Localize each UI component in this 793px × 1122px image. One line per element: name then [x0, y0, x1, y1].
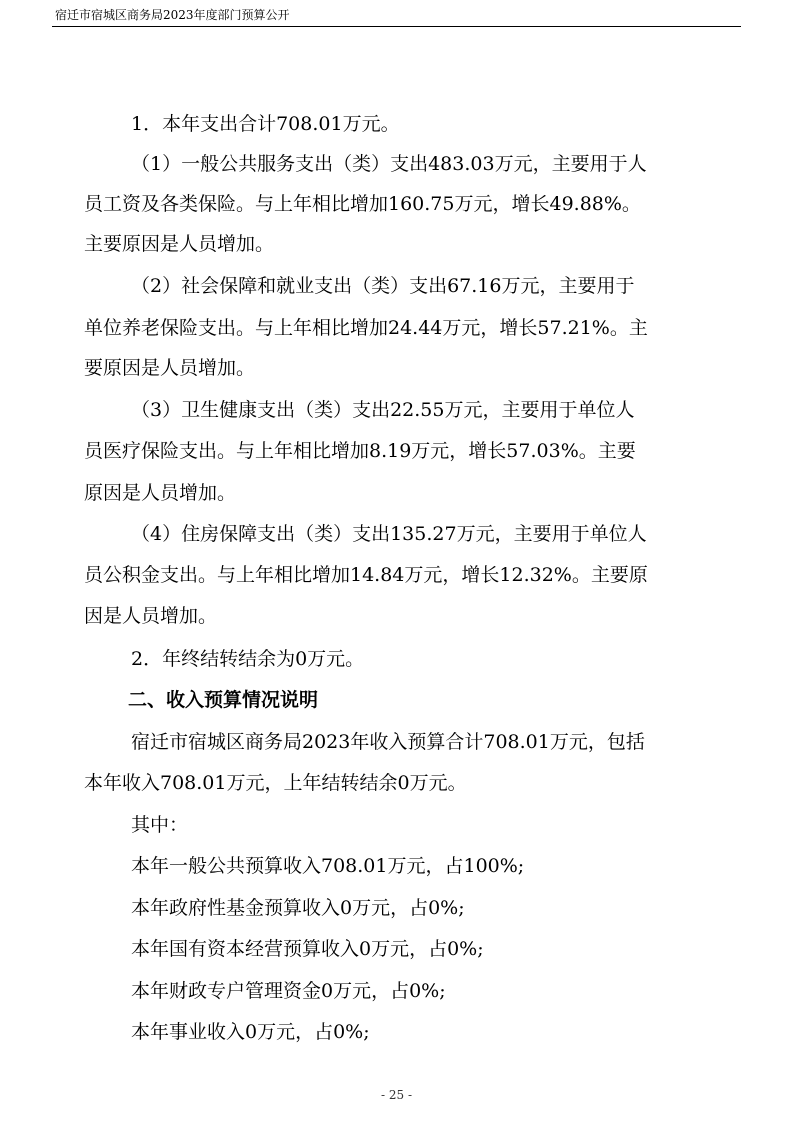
income-breakdown-intro: 其中： [131, 814, 189, 836]
expense-item-4-line-3: 因是人员增加。 [84, 605, 218, 627]
income-total-line-2: 本年收入708.01万元，上年结转结余0万元。 [84, 772, 467, 794]
expense-item-2-line-3: 要原因是人员增加。 [84, 357, 256, 379]
expense-item-2-line-1: （2）社会保障和就业支出（类）支出67.16万元，主要用于 [131, 275, 635, 297]
expense-item-1-line-2: 员工资及各类保险。与上年相比增加160.75万元，增长49.88%。 [84, 193, 641, 215]
carryover-balance: 2．年终结转结余为0万元。 [131, 648, 365, 670]
income-government-fund: 本年政府性基金预算收入0万元，占0%; [131, 897, 465, 919]
expense-item-4-line-1: （4）住房保障支出（类）支出135.27万元，主要用于单位人 [131, 523, 647, 545]
expense-item-3-line-3: 原因是人员增加。 [84, 482, 237, 504]
income-total-line-1: 宿迁市宿城区商务局2023年收入预算合计708.01万元，包括 [131, 731, 645, 753]
income-business: 本年事业收入0万元，占0%; [131, 1021, 370, 1043]
expense-item-1-line-3: 主要原因是人员增加。 [84, 233, 275, 255]
header-divider [52, 26, 741, 27]
expense-item-2-line-2: 单位养老保险支出。与上年相比增加24.44万元，增长57.21%。主 [84, 317, 648, 339]
document-header: 宿迁市宿城区商务局2023年度部门预算公开 [55, 8, 290, 22]
income-general-budget: 本年一般公共预算收入708.01万元，占100%; [131, 855, 525, 877]
section-heading: 二、收入预算情况说明 [128, 689, 319, 711]
page-number: - 25 - [380, 1088, 412, 1102]
expense-total: 1．本年支出合计708.01万元。 [131, 113, 400, 135]
expense-item-3-line-1: （3）卫生健康支出（类）支出22.55万元，主要用于单位人 [131, 399, 635, 421]
expense-item-3-line-2: 员医疗保险支出。与上年相比增加8.19万元，增长57.03%。主要 [84, 440, 636, 462]
expense-item-1-line-1: （1）一般公共服务支出（类）支出483.03万元，主要用于人 [131, 153, 647, 175]
income-state-capital: 本年国有资本经营预算收入0万元，占0%; [131, 938, 484, 960]
expense-item-4-line-2: 员公积金支出。与上年相比增加14.84万元，增长12.32%。主要原 [84, 564, 648, 586]
income-special-account: 本年财政专户管理资金0万元，占0%; [131, 980, 446, 1002]
